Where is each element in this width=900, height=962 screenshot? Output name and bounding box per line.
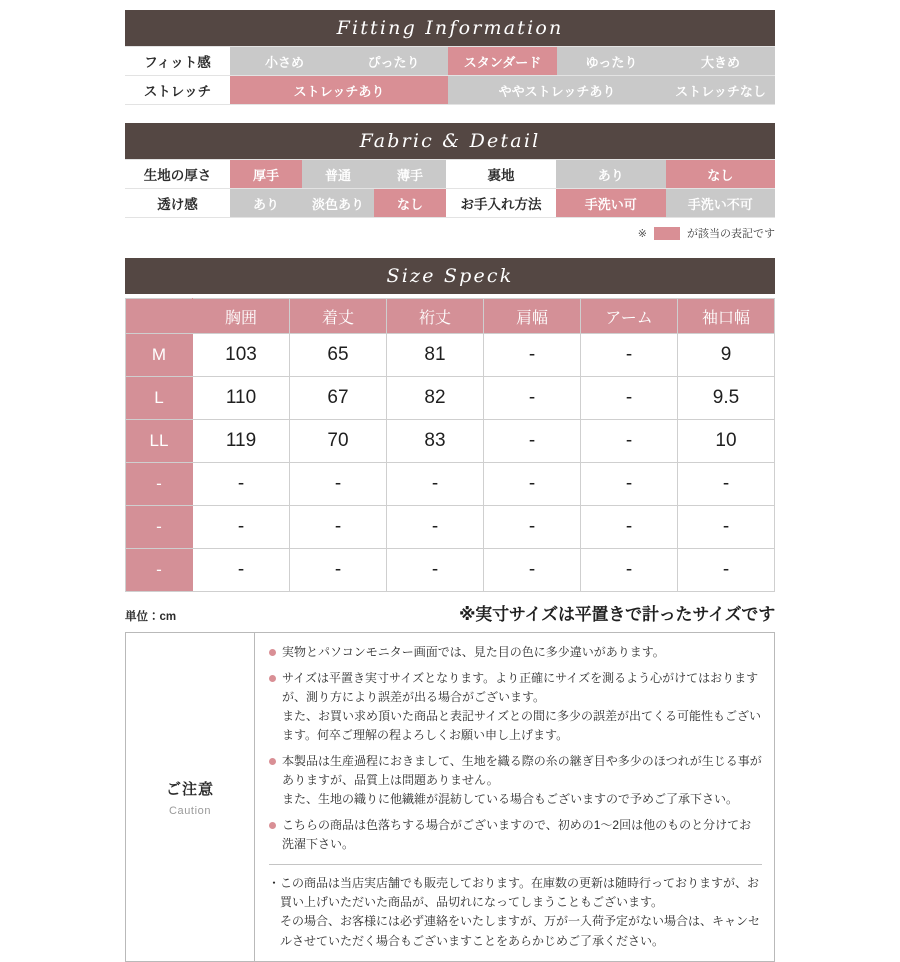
size-value: - — [678, 506, 775, 549]
size-value: - — [387, 463, 484, 506]
size-value: - — [581, 334, 678, 377]
size-value: 81 — [387, 334, 484, 377]
size-value: - — [581, 506, 678, 549]
size-value: - — [484, 420, 581, 463]
size-speck-banner: Size Speck — [125, 258, 775, 294]
size-value: 70 — [290, 420, 387, 463]
thickness-option-thin[interactable]: 薄手 — [374, 160, 446, 189]
size-value: - — [678, 549, 775, 592]
table-row — [126, 506, 775, 549]
care-option-handwash-no[interactable]: 手洗い不可 — [666, 189, 776, 218]
legend-color-swatch — [654, 227, 680, 240]
stretch-option-slight-stretch[interactable]: ややストレッチあり — [448, 76, 666, 105]
size-value: - — [581, 377, 678, 420]
lining-option-yes[interactable]: あり — [556, 160, 666, 189]
size-value: - — [387, 506, 484, 549]
column-header-length: 着丈 — [290, 299, 387, 334]
size-value: - — [581, 420, 678, 463]
stock-availability-note: ・ この商品は当店実店舗でも販売しております。在庫数の更新は随時行っておりますが、お買い上げいただいた商品が、品切れになってしまうこともございます。 その場合、お客様には必ず連絡をいたしますが、万が一入荷予定がない場合は、キャンセルさせていただく場合もございますことをあらかじめご了承ください。 — [269, 874, 762, 952]
fit-option-standard[interactable]: スタンダード — [448, 47, 557, 76]
fit-option-small[interactable]: 小さめ — [230, 47, 339, 76]
caution-title-ja: ご注意 — [165, 780, 214, 798]
size-label: - — [126, 549, 193, 592]
size-value: 82 — [387, 377, 484, 420]
table-row — [126, 549, 775, 592]
flat-measure-note: ※実寸サイズは平置きで計ったサイズです — [458, 605, 775, 624]
size-value: 65 — [290, 334, 387, 377]
fit-option-relaxed[interactable]: ゆったり — [557, 47, 666, 76]
list-item: サイズは平置き実寸サイズとなります。より正確にサイズを測るよう心がけてはおりますが、測り方により誤差が出る場合がございます。 また、お買い求め頂いた商品と表記サイズとの間に多少の誤差が出てくる可能性もございます。何卒ご理解の程よろしくお願い申し上げます。 — [269, 669, 762, 745]
size-value: - — [193, 463, 290, 506]
thickness-option-normal[interactable]: 普通 — [302, 160, 374, 189]
row-label-care: お手入れ方法 — [446, 189, 556, 218]
table-header-row — [126, 299, 775, 334]
size-value: - — [290, 549, 387, 592]
table-row-thickness — [125, 160, 775, 189]
size-value: - — [193, 549, 290, 592]
size-value: - — [290, 463, 387, 506]
list-item: 実物とパソコンモニター画面では、見た目の色に多少違いがあります。 — [269, 643, 762, 662]
fabric-detail-banner: Fabric & Detail — [125, 123, 775, 159]
fitting-information-banner: Fitting Information — [125, 10, 775, 46]
size-value: 67 — [290, 377, 387, 420]
asterisk-icon: ※ — [637, 227, 647, 240]
fit-option-snug[interactable]: ぴったり — [339, 47, 448, 76]
sheerness-option-light-colors[interactable]: 淡色あり — [302, 189, 374, 218]
caution-body — [255, 633, 774, 961]
sheerness-option-no[interactable]: なし — [374, 189, 446, 218]
size-value: - — [484, 506, 581, 549]
table-row — [126, 377, 775, 420]
header-corner-cell — [126, 299, 193, 334]
row-label-lining: 裏地 — [446, 160, 556, 189]
stretch-option-no-stretch[interactable]: ストレッチなし — [666, 76, 775, 105]
size-value: - — [484, 463, 581, 506]
column-header-sleeve-length: 裄丈 — [387, 299, 484, 334]
size-label: L — [126, 377, 193, 420]
table-row — [126, 463, 775, 506]
selection-legend — [125, 218, 775, 244]
column-header-shoulder-width: 肩幅 — [484, 299, 581, 334]
caution-label-cell — [126, 633, 255, 961]
thickness-option-thick[interactable]: 厚手 — [230, 160, 302, 189]
size-label: - — [126, 506, 193, 549]
caution-title-en: Caution — [168, 804, 212, 817]
table-row — [126, 334, 775, 377]
content-column — [125, 10, 775, 962]
fitting-information-table — [125, 46, 775, 105]
caution-divider — [269, 864, 762, 865]
size-value: 83 — [387, 420, 484, 463]
size-notes-row — [125, 600, 775, 624]
legend-text: が該当の表記です — [687, 228, 775, 240]
lining-option-no[interactable]: なし — [666, 160, 776, 189]
size-value: 10 — [678, 420, 775, 463]
stretch-option-has-stretch[interactable]: ストレッチあり — [230, 76, 448, 105]
size-value: 110 — [193, 377, 290, 420]
caution-bullet-list — [269, 643, 762, 854]
fit-option-large[interactable]: 大きめ — [666, 47, 775, 76]
sheerness-option-yes[interactable]: あり — [230, 189, 302, 218]
size-value: - — [581, 463, 678, 506]
unit-note: 単位：cm — [125, 611, 177, 623]
size-value: 103 — [193, 334, 290, 377]
size-label: - — [126, 463, 193, 506]
table-row-stretch — [125, 76, 775, 105]
table-row — [126, 420, 775, 463]
section-spacer-2 — [125, 244, 775, 258]
size-spec-table — [125, 298, 775, 592]
table-row-fit — [125, 47, 775, 76]
size-value: - — [387, 549, 484, 592]
size-value: - — [193, 506, 290, 549]
size-value: 119 — [193, 420, 290, 463]
size-value: - — [290, 506, 387, 549]
caution-box — [125, 632, 775, 962]
list-item: 本製品は生産過程におきまして、生地を織る際の糸の継ぎ目や多少のほつれが生じる事がありますが、品質上は問題ありません。 また、生地の織りに他繊維が混紡している場合もございますので予めご了承下さい。 — [269, 752, 762, 809]
row-label-sheerness: 透け感 — [125, 189, 230, 218]
size-value: - — [678, 463, 775, 506]
column-header-cuff-width: 袖口幅 — [678, 299, 775, 334]
size-value: - — [484, 549, 581, 592]
size-value: 9 — [678, 334, 775, 377]
size-value: 9.5 — [678, 377, 775, 420]
size-label: M — [126, 334, 193, 377]
row-label-thickness: 生地の厚さ — [125, 160, 230, 189]
section-spacer-1 — [125, 105, 775, 123]
fabric-detail-table — [125, 159, 775, 218]
size-value: - — [581, 549, 678, 592]
care-option-handwash-ok[interactable]: 手洗い可 — [556, 189, 666, 218]
table-row-sheerness — [125, 189, 775, 218]
column-header-arm: アーム — [581, 299, 678, 334]
row-label-stretch: ストレッチ — [125, 76, 230, 105]
row-label-fit: フィット感 — [125, 47, 230, 76]
size-value: - — [484, 334, 581, 377]
column-header-bust: 胸囲 — [193, 299, 290, 334]
list-item: こちらの商品は色落ちする場合がございますので、初めの1～2回は他のものと分けてお洗濯下さい。 — [269, 816, 762, 854]
size-value: - — [484, 377, 581, 420]
size-label: LL — [126, 420, 193, 463]
